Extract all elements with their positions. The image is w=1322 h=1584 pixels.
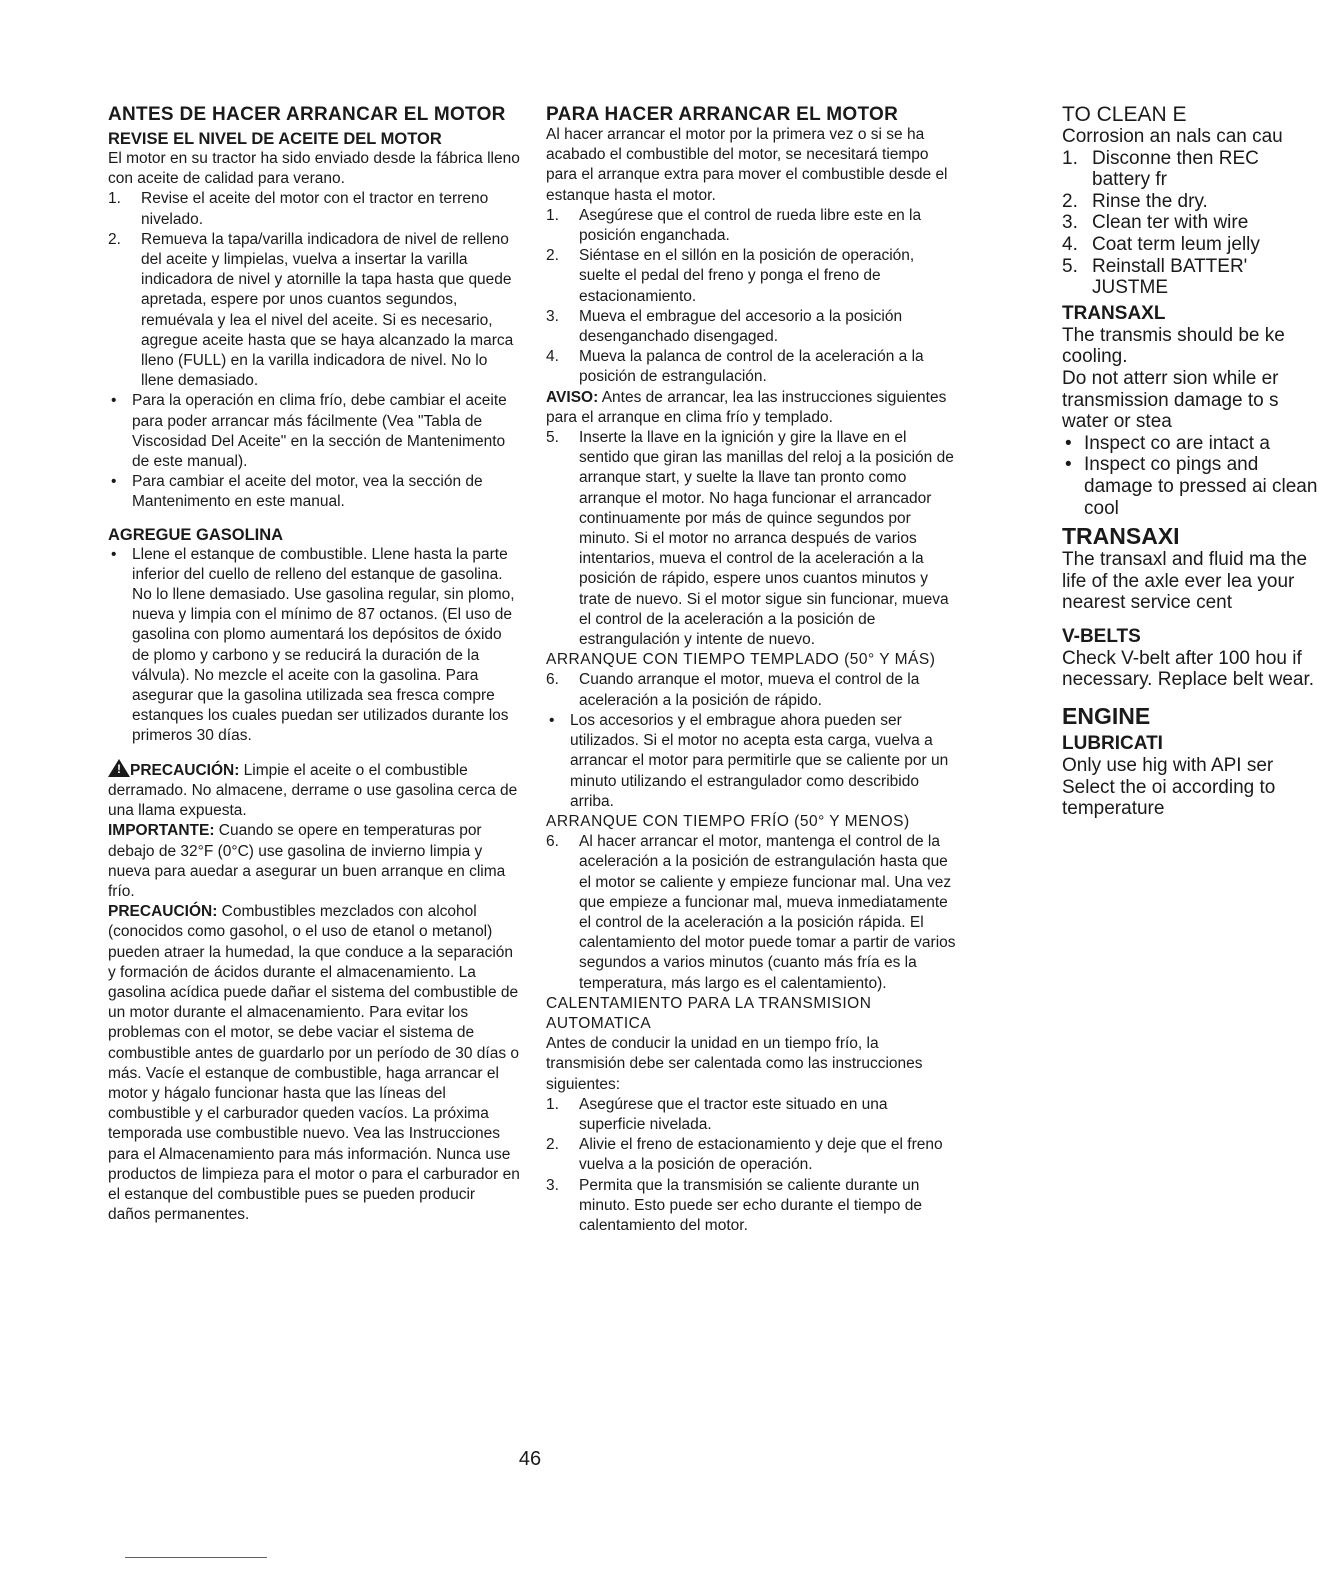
list-item: 5. Reinstall BATTER' JUSTME	[1062, 255, 1248, 299]
list-item: • Inspect co pings and damage to pressed ai clean cool	[1065, 454, 1318, 519]
footer-rule	[125, 1557, 267, 1558]
list-item: 4. Mueva la palanca de control de la aceleración a la posición de estrangulación.	[546, 348, 924, 386]
list-item: • Llene el estanque de combustible. Llene hasta la parte inferior del cuello de relleno del estanque de gasolina. No lo llene demasiado. Use gasolina regular, sin plomo, nueva y limpia con el mínimo de 87 octanos. (El uso de gasolina con plomo aumentará los depósitos de óxido de plomo y carbono y se reducirá la duración de la válvula). No mezcle el aceite con la gasolina. Para asegurar que la gasolina utilizada sea fresca compre estanques los cuales puedan ser utilizados durante los primeros 30 días.	[111, 545, 515, 745]
caution2-paragraph: PRECAUCIÓN: Combustibles mezclados con alcohol (conocidos como gasohol, o el uso de etanol o metanol) pueden atraer la humedad, la que conduce a la separación y formación de ácidos durante el almacenamiento. La gasolina acídica puede dañar el sistema del combustible de un motor durante el almacenamiento. Para evitar los problemas con el motor, se debe vaciar el sistema de combustible antes de guardarlo por un período de 30 días o más. Vacíe el estanque de combustible, haga arrancar el motor y hágalo funcionar hasta que las líneas del combustible y el carburador queden vacíos. La próxima temporada use combustible nuevo. Vea las Instrucciones para el Almacenamiento para más información. Nunca use productos de limpieza para el motor o para el carburador en el estanque del combustible pues se pueden producir daños permanentes.	[108, 903, 520, 1224]
list-item: 5. Inserte la llave en la ignición y gire la llave en el sentido que giran las manillas del reloj a la posición de arranque start, y suelte la llave tan pronto como arranque el motor. No haga funcionar el arrancador continuamente por más de quince segundos por minuto. Si el motor no arranca después de varios intentarios, mueva el control de la aceleración a la posición de rápido, espere unos cuantos minutos y trate de nuevo. Si el motor sigue sin funcionar, mueva el control de la aceleración a la posición de estrangulación y intente de nuevo.	[546, 429, 954, 649]
column-left	[108, 104, 520, 1225]
fuel-heading: AGREGUE GASOLINA	[108, 525, 284, 544]
page-number: 46	[518, 1448, 542, 1470]
warm-steps	[546, 670, 958, 710]
lubrication-text: Only use hig with API ser Select the oi according to temperature	[1062, 755, 1276, 820]
fuel-bullets	[108, 545, 520, 747]
start-steps	[546, 206, 958, 388]
start-intro: Al hacer arrancar el motor por la primera vez o si se ha acabado el combustible del motor, se necesitará tiempo para el arranque extra para mover el combustible desde el estanque hasta el motor.	[546, 126, 948, 204]
list-item: 2. Remueva la tapa/varilla indicadora de nivel de relleno del aceite y limpielas, vuelva a insertar la varilla indicadora de nivel y atornille la tapa hasta que quede apretada, espere por unos cuantos segundos, remuévala y lea el nivel del aceite. Si es necesario, agregue aceite hasta que se haya alcanzado la marca lleno (FULL) en la varilla indicadora de nivel. No lo llene demasiado.	[108, 230, 514, 390]
list-item: 1. Asegúrese que el tractor este situado en una superficie nivelada.	[546, 1095, 888, 1133]
column-right-clipped	[1062, 103, 1318, 820]
cold-steps	[546, 832, 958, 994]
list-item: 3. Mueva el embrague del accesorio a la posición desenganchado disengaged.	[546, 307, 903, 346]
transaxle-text1: The transmis should be ke cooling.	[1062, 324, 1285, 368]
aviso-paragraph: AVISO: Antes de arrancar, lea las instrucciones siguientes para el arranque en clima frío y templado.	[546, 388, 947, 426]
list-item: • Inspect co are intact a	[1065, 432, 1270, 454]
clean-battery-title: TO CLEAN E	[1062, 103, 1187, 126]
transmission-heading: CALENTAMIENTO PARA LA TRANSMISION AUTOMATICA	[546, 994, 872, 1032]
oil-heading: REVISE EL NIVEL DE ACEITE DEL MOTOR	[108, 130, 442, 148]
transaxle-text2: Do not atterr sion while er transmission damage to s water or stea	[1062, 367, 1279, 433]
list-item: 2. Siéntase en el sillón en la posición de operación, suelte el pedal del freno y ponga el freno de estacionamiento.	[546, 247, 915, 305]
caution-paragraph: ! PRECAUCIÓN: Limpie el aceite o el combustible derramado. No almacene, derrame o use gasolina cerca de una llama expuesta.	[108, 759, 520, 822]
transaxle2-text: The transaxl and fluid ma the life of the axle ever lea your nearest service cent	[1062, 549, 1308, 614]
transmission-intro: Antes de conducir la unidad en un tiempo frío, la transmisión debe ser calentada como las instrucciones siguientes:	[546, 1035, 923, 1093]
warning-icon: !	[108, 759, 130, 777]
oil-bullets	[108, 391, 520, 512]
transaxle-bullets	[1062, 433, 1322, 519]
vbelts-heading: V-BELTS	[1062, 625, 1141, 647]
cold-heading: ARRANQUE CON TIEMPO FRÍO (50° Y MENOS)	[546, 812, 910, 830]
list-item: 1. Revise el aceite del motor con el tractor en terreno nivelado.	[108, 190, 489, 228]
column-middle	[546, 104, 958, 1236]
list-item: 2. Alivie el freno de estacionamiento y deje que el freno vuelva a la posición de operación.	[546, 1136, 943, 1174]
start-step5	[546, 428, 958, 650]
oil-intro: El motor en su tractor ha sido enviado desde la fábrica lleno con aceite de calidad para verano.	[108, 150, 520, 188]
oil-steps	[108, 189, 520, 391]
list-item: 4. Coat term leum jelly	[1062, 233, 1260, 255]
list-item: 6. Cuando arranque el motor, mueva el control de la aceleración a la posición de rápido.	[546, 671, 920, 709]
section-title-arrancar: PARA HACER ARRANCAR EL MOTOR	[546, 104, 899, 125]
list-item: • Para la operación en clima frío, debe cambiar el aceite para poder arrancar más fácilmente (Vea "Tabla de Viscosidad Del Aceite" en la sección de Mantenimento de este manual).	[111, 392, 507, 471]
warm-bullets	[546, 711, 958, 812]
transaxle2-heading: TRANSAXI	[1062, 523, 1180, 550]
transmission-steps	[546, 1095, 958, 1236]
warm-heading: ARRANQUE CON TIEMPO TEMPLADO (50° Y MÁS)	[546, 651, 936, 669]
clean-battery-intro: Corrosion an nals can cau	[1062, 126, 1283, 147]
clean-battery-steps	[1062, 148, 1322, 299]
list-item: 6. Al hacer arrancar el motor, mantenga el control de la aceleración a la posición de estrangulación hasta que el motor se caliente y empieze funcionar mal. Una vez que empieze a funcionar mal, mueva inmediatamente el control de la aceleración a la posición rápida. El calentamiento del motor puede tomar a partir de varios segundos a varios minutos (cuanto más fría es la temperatura, más largo es el calentamiento).	[546, 833, 956, 992]
list-item: 2. Rinse the dry.	[1062, 190, 1208, 212]
list-item: 1. Disconne then REC battery fr	[1062, 147, 1259, 191]
list-item: • Para cambiar el aceite del motor, vea la sección de Mantenimento en este manual.	[111, 473, 483, 511]
vbelts-text: Check V-belt after 100 hou if necessary. Replace belt wear.	[1062, 647, 1315, 691]
list-item: • Los accesorios y el embrague ahora pueden ser utilizados. Si el motor no acepta esta carga, vuelva a arrancar el motor para permitirle que se caliente por un minuto utilizando el estrangulador como describido arriba.	[549, 711, 949, 810]
list-item: 3. Permita que la transmisión se caliente durante un minuto. Esto puede ser echo durante el tiempo de calentamiento del motor.	[546, 1176, 922, 1234]
list-item: 3. Clean ter with wire	[1062, 212, 1249, 234]
important-paragraph: IMPORTANTE: Cuando se opere en temperaturas por debajo de 32°F (0°C) use gasolina de invierno limpia y nueva para auedar a asegurar un buen arranque en clima frío.	[108, 822, 506, 900]
section-title-antes: ANTES DE HACER ARRANCAR EL MOTOR	[108, 104, 506, 125]
engine-heading: ENGINE	[1062, 703, 1151, 730]
lubrication-heading: LUBRICATI	[1062, 733, 1163, 755]
list-item: 1. Asegúrese que el control de rueda libre este en la posición enganchada.	[546, 206, 922, 245]
transaxle-heading: TRANSAXL	[1062, 302, 1166, 324]
